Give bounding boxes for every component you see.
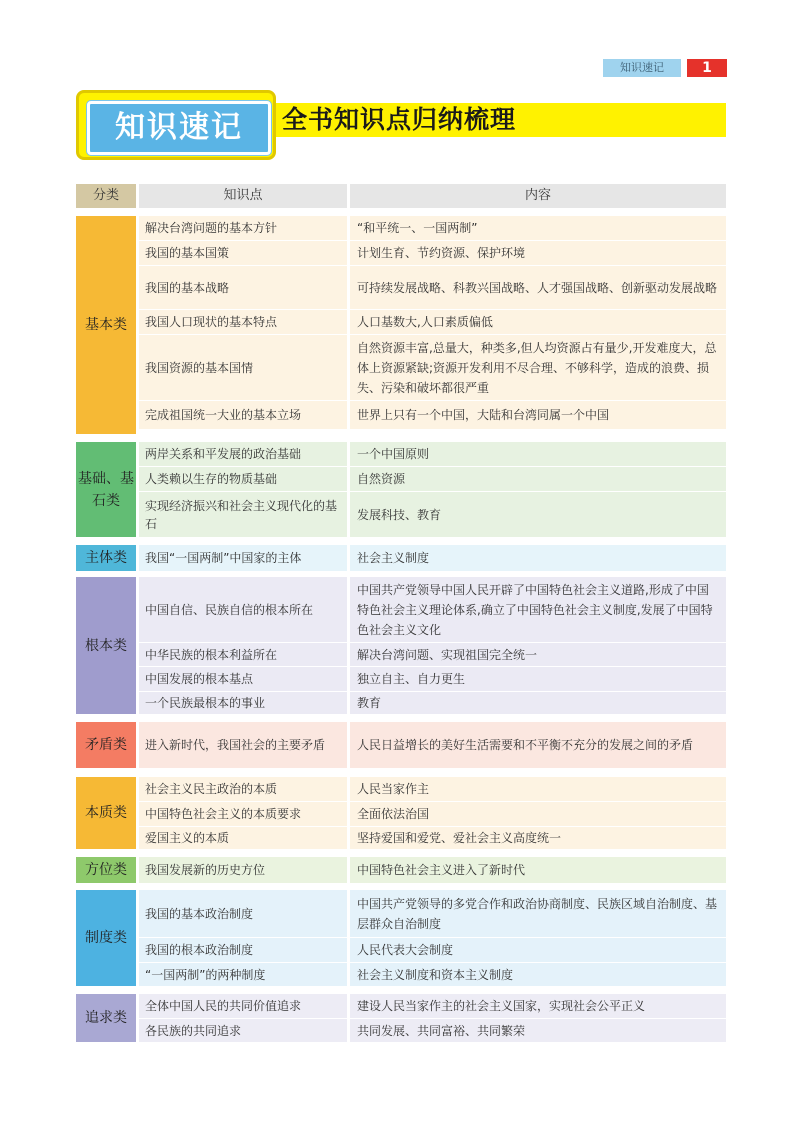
category-label: 制度类 [76,890,136,986]
category-label: 基础、基石类 [76,442,136,537]
table-row [139,266,726,310]
category-group-fundamental [76,577,726,714]
category-label: 基本类 [76,216,136,434]
knowledge-point: 实现经济振兴和社会主义现代化的基石 [139,492,347,537]
table-row [139,777,726,802]
knowledge-content: 教育 [350,692,726,714]
table-row [139,241,726,266]
knowledge-content: 全面依法治国 [350,802,726,826]
knowledge-content: 人民当家作主 [350,777,726,801]
knowledge-point: 两岸关系和平发展的政治基础 [139,442,347,466]
category-label: 本质类 [76,777,136,849]
page-title: 全书知识点归纳梳理 [282,105,517,134]
header-category: 分类 [76,184,136,208]
category-label: 方位类 [76,857,136,883]
category-group-contradiction [76,722,726,768]
table-row [139,401,726,429]
knowledge-content: 计划生育、节约资源、保护环境 [350,241,726,265]
table-row [139,335,726,401]
table-row [139,963,726,986]
category-label: 根本类 [76,577,136,714]
table-row [139,938,726,963]
category-group-pursuit [76,994,726,1042]
knowledge-content: 建设人民当家作主的社会主义国家，实现社会公平正义 [350,994,726,1018]
table-row [139,827,726,849]
knowledge-point: 我国的根本政治制度 [139,938,347,962]
table-row [139,577,726,643]
knowledge-content: 人民日益增长的美好生活需要和不平衡不充分的发展之间的矛盾 [350,722,726,768]
table-row [139,467,726,492]
table-row [139,667,726,692]
knowledge-point: 中华民族的根本利益所在 [139,643,347,666]
table-row [139,643,726,667]
table-row [139,545,726,571]
table-header [76,184,726,208]
table-row [139,857,726,883]
knowledge-content: 社会主义制度和资本主义制度 [350,963,726,986]
title-banner [76,90,726,162]
knowledge-point: 一个民族最根本的事业 [139,692,347,714]
table-row [139,890,726,938]
knowledge-point: 进入新时代，我国社会的主要矛盾 [139,722,347,768]
table-row [139,492,726,537]
table-row [139,802,726,827]
knowledge-content: 共同发展、共同富裕、共同繁荣 [350,1019,726,1042]
knowledge-point: 我国的基本政治制度 [139,890,347,937]
knowledge-point: “一国两制”的两种制度 [139,963,347,986]
knowledge-point: 完成祖国统一大业的基本立场 [139,401,347,429]
knowledge-content: 社会主义制度 [350,545,726,571]
knowledge-point: 我国人口现状的基本特点 [139,310,347,334]
knowledge-content: 中国共产党领导的多党合作和政治协商制度、民族区域自治制度、基层群众自治制度 [350,890,726,937]
knowledge-content: 自然资源丰富,总量大，种类多,但人均资源占有量少,开发难度大，总体上资源紧缺;资源开发利用不尽合理、不够科学，造成的浪费、损失、污染和破坏都很严重 [350,335,726,400]
section-label: 知识速记 [603,59,681,77]
knowledge-content: 可持续发展战略、科教兴国战略、人才强国战略、创新驱动发展战略 [350,266,726,309]
knowledge-point: 解决台湾问题的基本方针 [139,216,347,240]
knowledge-content: 独立自主、自力更生 [350,667,726,691]
title-bar [226,103,726,137]
table-row [139,1019,726,1042]
knowledge-point: 我国资源的基本国情 [139,335,347,400]
title-badge [76,90,276,160]
title-badge-text: 知识速记 [87,101,271,155]
knowledge-content: 坚持爱国和爱党、爱社会主义高度统一 [350,827,726,849]
knowledge-point: 各民族的共同追求 [139,1019,347,1042]
table-row [139,692,726,714]
knowledge-point: 人类赖以生存的物质基础 [139,467,347,491]
knowledge-content: 解决台湾问题、实现祖国完全统一 [350,643,726,666]
category-label: 矛盾类 [76,722,136,768]
knowledge-point: 我国“一国两制”中国家的主体 [139,545,347,571]
knowledge-content: 人民代表大会制度 [350,938,726,962]
table-row [139,722,726,768]
knowledge-point: 社会主义民主政治的本质 [139,777,347,801]
page-header-tag [603,59,727,77]
knowledge-content: 发展科技、教育 [350,492,726,537]
category-group-position [76,857,726,883]
category-group-subject [76,545,726,571]
knowledge-point: 我国发展新的历史方位 [139,857,347,883]
knowledge-content: 中国共产党领导中国人民开辟了中国特色社会主义道路,形成了中国特色社会主义理论体系,确立了中国特色社会主义制度,发展了中国特色社会主义文化 [350,577,726,642]
knowledge-point: 全体中国人民的共同价值追求 [139,994,347,1018]
category-label: 主体类 [76,545,136,571]
table-row [139,310,726,335]
category-group-essence [76,777,726,849]
knowledge-content: 一个中国原则 [350,442,726,466]
knowledge-point: 我国的基本国策 [139,241,347,265]
table-row [139,216,726,241]
table-row [139,994,726,1019]
knowledge-point: 我国的基本战略 [139,266,347,309]
header-point: 知识点 [139,184,347,208]
knowledge-point: 爱国主义的本质 [139,827,347,849]
knowledge-content: “和平统一、一国两制” [350,216,726,240]
knowledge-content: 人口基数大,人口素质偏低 [350,310,726,334]
knowledge-point: 中国发展的根本基点 [139,667,347,691]
knowledge-content: 中国特色社会主义进入了新时代 [350,857,726,883]
category-group-system [76,890,726,986]
knowledge-point: 中国自信、民族自信的根本所在 [139,577,347,642]
category-label: 追求类 [76,994,136,1042]
table-row [139,442,726,467]
knowledge-content: 世界上只有一个中国，大陆和台湾同属一个中国 [350,401,726,429]
knowledge-content: 自然资源 [350,467,726,491]
category-group-foundation [76,442,726,537]
knowledge-point: 中国特色社会主义的本质要求 [139,802,347,826]
category-group-basic [76,216,726,434]
header-content: 内容 [350,184,726,208]
page-number: 1 [687,59,727,77]
